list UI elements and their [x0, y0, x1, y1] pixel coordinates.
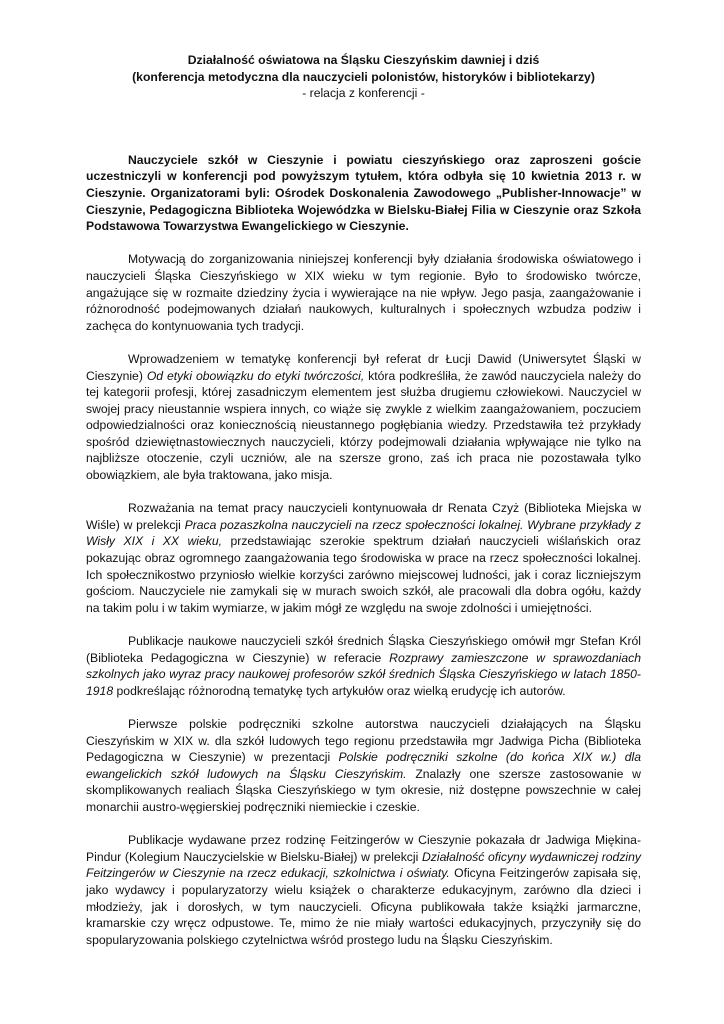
paragraph-title-italic: Rozprawy zamieszczone w sprawozdaniach szkolnych jako wyraz pracy naukowej profesorów szkół średnich Śląska Cieszyńskiego w latach 1850-1918	[86, 650, 641, 698]
document-page	[86, 52, 641, 948]
header-title: Działalność oświatowa na Śląsku Cieszyńskim dawniej i dziś	[187, 53, 540, 67]
paragraph-text: Publikacje naukowe nauczycieli szkół średnich Śląska Cieszyńskiego omówił mgr Stefan Król (Biblioteka Pedagogiczna w Cieszynie) w referacie	[86, 634, 641, 665]
paragraph-motivation: Motywacją do zorganizowania niniejszej konferencji były działania środowiska oświatowego i nauczycieli Śląska Cieszyńskiego w XIX wieku w tym regionie. Było to środowisko twórcze, angażujące się w rozmaite dziedziny życia i wywierające na nie wpływ. Jego pasja, zaangażowanie i różnorodność podejmowanych działań naukowych, kulturalnych i społecznych wzbudza podziw i zachęca do kontynuowania tych tradycji.	[86, 252, 641, 333]
lead-paragraph: Nauczyciele szkół w Cieszynie i powiatu cieszyńskiego oraz zaproszeni goście uczestniczyli w konferencji pod powyższym tytułem, która odbyła się 10 kwietnia 2013 r. w Cieszynie. Organizatorami byli: Ośrodek Doskonalenia Zawodowego „Publisher-Innowacje” w Cieszynie, Pedagogiczna Biblioteka Wojewódzka w Bielsku-Białej Filia w Cieszynie oraz Szkoła Podstawowa Towarzystwa Ewangelickiego w Cieszynie.	[86, 152, 641, 234]
paragraph-dawid	[86, 351, 641, 484]
paragraph-text: podkreślając różnorodną tematykę tych artykułów oraz wielką erudycję ich autorów.	[113, 683, 566, 698]
header-note: - relacja z konferencji -	[302, 86, 425, 101]
header-subtitle: (konferencja metodyczna dla nauczycieli polonistów, historyków i bibliotekarzy)	[132, 69, 595, 84]
paragraph-text: Oficyna Feitzingerów zapisała się, jako wydawcy i popularyzatorzy wielu książek o charakterze edukacyjnym, zarówno dla dzieci i młodzieży, jak i dorosłych, w tym nauczycieli. Oficyna publikowała także książki jarmarczne, kramarskie czy wręcz odpustowe. Te, mimo że nie miały wartości edukacyjnych, przyczyniły się do spopularyzowania polskiego czytelnictwa wśród prostego ludu na Śląsku Cieszyńskim.	[86, 866, 641, 947]
paragraph-text: która podkreśliła, że zawód nauczyciela należy do tej kategorii profesji, której zasadniczym elementem jest służba drugiemu człowiekowi. Nauczyciel w swojej pracy nieustannie wspiera innych, co wiąże się zwykle z wielkim zaangażowaniem, poczuciem odpowiedzialności oraz koniecznością nieustannego pogłębiania wiedzy. Przedstawiła też przykłady spośród dziewiętnastowiecznych nauczycieli, którzy podejmowali działania wpływające nie tylko na najbliższe otoczenie, czyli uczniów, ale na szersze grono, zaś ich praca nie pozostawała tylko obowiązkiem, ale była traktowana, jako misja.	[86, 368, 641, 483]
paragraph-text: Wprowadzeniem w tematykę konferencji był referat dr Łucji Dawid (Uniwersytet Śląski w Cieszynie)	[86, 351, 641, 383]
paragraph-text: Pierwsze polskie podręczniki szkolne autorstwa nauczycieli działających na Śląsku Cieszyńskim w XIX w. dla szkół ludowych tego regionu przedstawiła mgr Jadwiga Picha (Biblioteka Pedagogiczna w Cieszynie) w prezentacji	[86, 716, 641, 765]
paragraph-text: Rozważania na temat pracy nauczycieli kontynuowała dr Renata Czyż (Biblioteka Miejska w Wiśle) w prelekcji	[86, 501, 641, 532]
paragraph-title-italic: Działalność oficyny wydawniczej rodziny Feitzingerów w Cieszynie na rzecz edukacji, szkolnictwa i oświaty.	[86, 849, 641, 881]
paragraph-text: Znalazły one szersze zastosowanie w skomplikowanych realiach Śląska Cieszyńskiego w tym okresie, niż dostępne powszechnie w całej monarchii austro-węgierskiej podręczniki niemieckie i czeskie.	[86, 766, 641, 814]
paragraph-title-italic: Praca pozaszkolna nauczycieli na rzecz społeczności lokalnej. Wybrane przykłady z Wisły XIX i XX wieku,	[86, 517, 641, 549]
document-header	[86, 52, 641, 102]
paragraph-text: Publikacje wydawane przez rodzinę Feitzingerów w Cieszynie pokazała dr Jadwiga Miękina-Pindur (Kolegium Nauczycielskie w Bielsku-Białej) w prelekcji	[86, 833, 641, 864]
paragraph-krol	[86, 633, 641, 699]
paragraph-miekina-pindur	[86, 832, 641, 948]
paragraph-title-italic: Polskie podręczniki szkolne (do końca XIX w.) dla ewangelickich szkół ludowych na Śląsku Cieszyńskim.	[86, 750, 641, 781]
paragraph-czyz	[86, 500, 641, 616]
paragraph-title-italic: Od etyki obowiązku do etyki twórczości,	[146, 368, 365, 383]
paragraph-text: przedstawiając szerokie spektrum działań nauczycieli wiślańskich oraz pokazując obraz ogromnego zaangażowania tego środowiska w prace na rzecz społeczności lokalnej. Ich społecznikostwo przyniosło wielkie korzyści zarówno miejscowej ludności, jak i coraz liczniejszym gościom. Nauczyciele nie zamykali się w murach swoich szkół, ale pracowali dla dobra ogółu, każdy na takim polu i w takim wymiarze, w jakim mógł ze względu na swoje zdolności i umiejętności.	[86, 534, 641, 615]
paragraph-picha	[86, 716, 641, 816]
